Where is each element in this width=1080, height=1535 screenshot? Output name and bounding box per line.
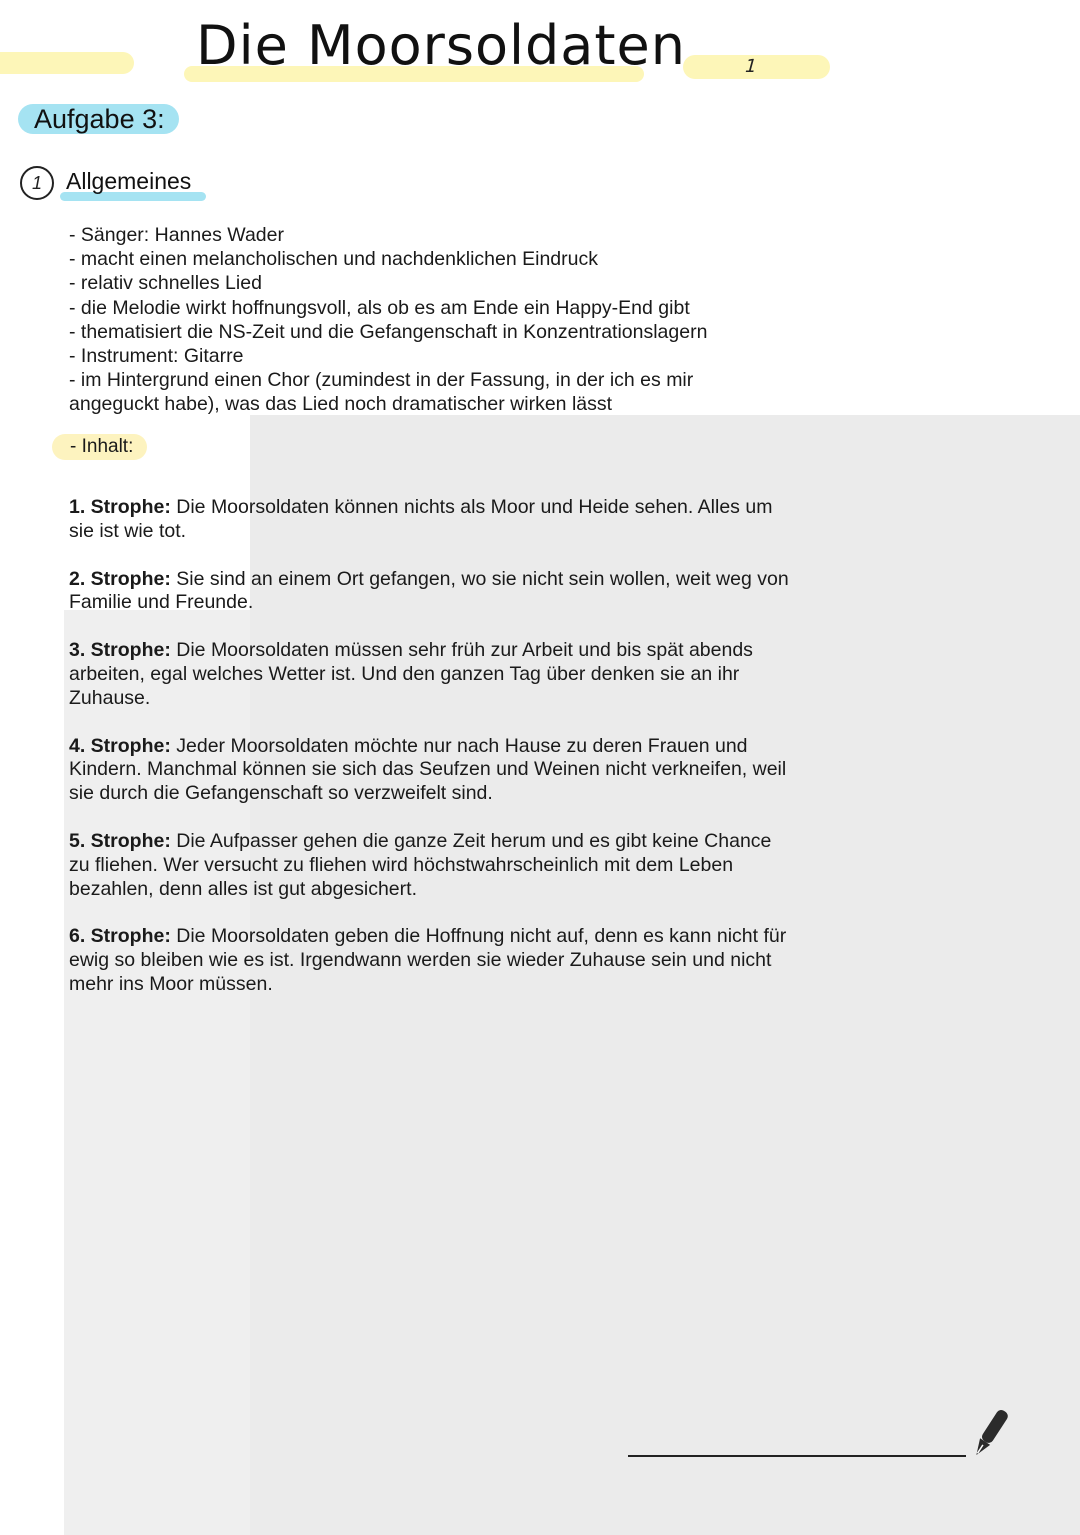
list-item: - im Hintergrund einen Chor (zumindest in der Fassung, in der ich es mir angeguckt habe), was das Lied noch dramatischer wirken lässt [69, 369, 694, 416]
stanza-paragraph [69, 568, 794, 616]
section-heading: Allgemeines [66, 168, 192, 194]
signature-line [628, 1455, 966, 1457]
stanza-text: Die Aufpasser gehen die ganze Zeit herum und es gibt keine Chance zu fliehen. Wer versucht zu fliehen wird höchstwahrscheinlich mit dem Leben bezahlen, denn alles ist gut abgesichert. [69, 829, 772, 900]
section-number-circle: 1 [20, 166, 54, 200]
page-number: 1 [742, 56, 760, 77]
list-item: - relativ schnelles Lied [69, 272, 262, 295]
stanza-text: Sie sind an einem Ort gefangen, wo sie nicht sein wollen, weit weg von Familie und Freunde. [69, 567, 789, 614]
list-item: - die Melodie wirkt hoffnungsvoll, als ob es am Ende ein Happy-End gibt [69, 296, 690, 319]
list-item: - Sänger: Hannes Wader [69, 224, 284, 246]
stanza-label: 2. Strophe: [69, 567, 171, 590]
stanza-text: Jeder Moorsoldaten möchte nur nach Hause zu deren Frauen und Kindern. Manchmal können sie sich das Seufzen und Weinen nicht verkneifen, weil sie durch die Gefangenschaft so verzweifelt sind. [69, 734, 787, 805]
stanza-label: 6. Strophe: [69, 925, 171, 948]
bullet-list [69, 223, 769, 417]
stanza-paragraph [69, 830, 794, 901]
content-label: - Inhalt: [52, 434, 147, 460]
stanza-label: 3. Strophe: [69, 639, 171, 662]
stanza-label: 5. Strophe: [69, 829, 171, 852]
stanza-paragraph [69, 496, 794, 544]
page-title: Die Moorsoldaten [196, 14, 687, 77]
stanza-text: Die Moorsoldaten geben die Hoffnung nicht auf, denn es kann nicht für ewig so bleiben wie es ist. Irgendwann werden sie wieder Zuhause sein und nicht mehr ins Moor müssen. [69, 925, 787, 995]
stanza-text: Die Moorsoldaten können nichts als Moor und Heide sehen. Alles um sie ist wie tot. [69, 496, 773, 542]
list-item: - thematisiert die NS-Zeit und die Gefangenschaft in Konzentrationslagern [69, 320, 708, 343]
list-item: - macht einen melancholischen und nachdenklichen Eindruck [69, 248, 598, 271]
stanza-list [69, 496, 794, 1021]
stanza-paragraph [69, 639, 794, 710]
stanza-text: Die Moorsoldaten müssen sehr früh zur Arbeit und bis spät abends arbeiten, egal welches Wetter ist. Und den ganzen Tag über denken sie an ihr Zuhause. [69, 639, 753, 709]
stanza-paragraph [69, 925, 794, 996]
stanza-label: 1. Strophe: [69, 496, 171, 518]
highlight-stroke [0, 52, 134, 74]
pen-icon [968, 1405, 1012, 1463]
task-label: Aufgabe 3: [18, 104, 179, 134]
list-item: - Instrument: Gitarre [69, 345, 244, 368]
stanza-label: 4. Strophe: [69, 734, 171, 757]
stanza-paragraph [69, 735, 794, 806]
